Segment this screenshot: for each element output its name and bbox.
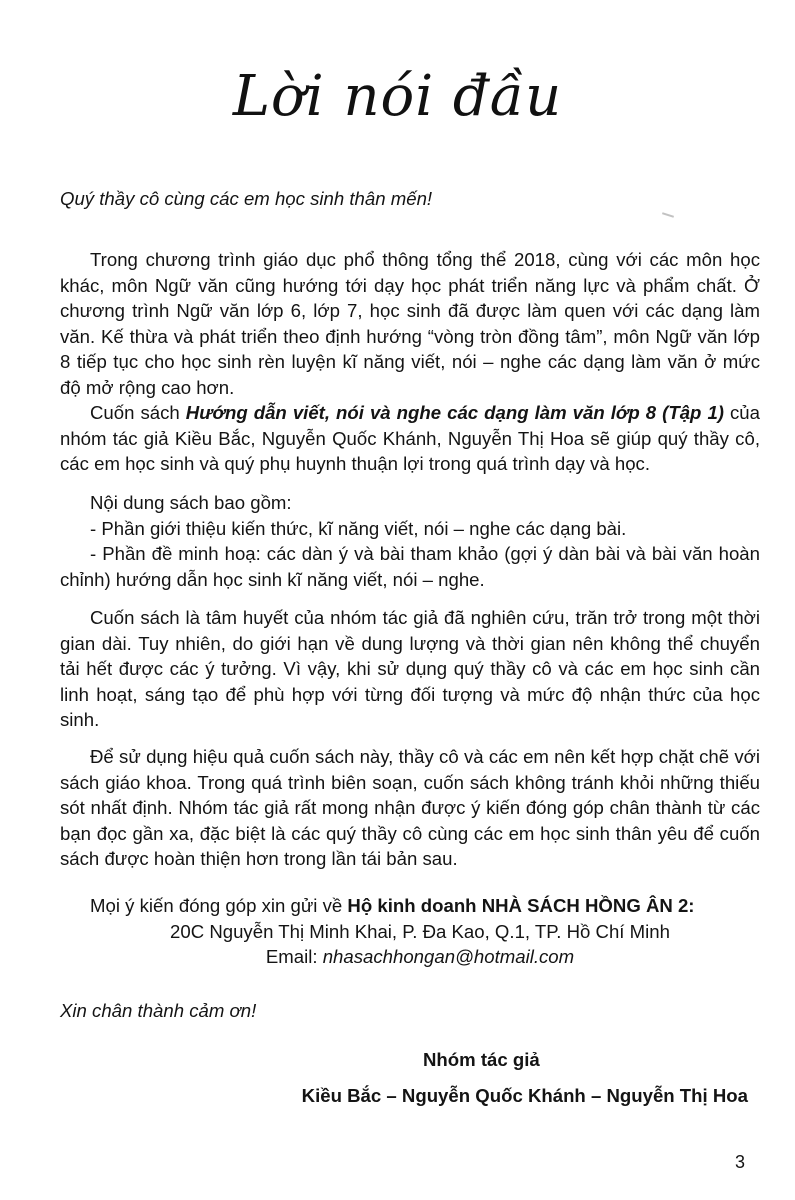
paragraph-book-suffix: của nhóm tác giả Kiều Bắc, Nguyễn Quốc Khánh, Nguyễn Thị Hoa sẽ giúp quý thầy cô, các em học sinh và quý phụ huynh thuận lợi trong quá trình dạy và học. xyxy=(60,402,760,475)
contents-item: - Phần đề minh hoạ: các dàn ý và bài tham khảo (gợi ý dàn bài và bài văn hoàn chỉnh) hướng dẫn học sinh kĩ năng viết, nói – nghe. xyxy=(60,543,760,590)
email-link[interactable]: nhasachhongan@hotmail.com xyxy=(322,946,575,968)
paragraph-effort: Cuốn sách là tâm huyết của nhóm tác giả đã nghiên cứu, trăn trở trong một thời gian dài. Tuy nhiên, do giới hạn về dung lượng và thời gian nên không thể chuyển tải hết được các ý tưởng. Vì vậy, khi sử dụng quý thầy cô và các em học sinh cần linh hoạt, sáng tạo để phù hợp với từng đối tượng và mức độ nhận thức của học sinh. xyxy=(60,607,760,731)
paragraph-usage: Để sử dụng hiệu quả cuốn sách này, thầy cô và các em nên kết hợp chặt chẽ với sách giáo khoa. Trong quá trình biên soạn, cuốn sách không tránh khỏi những thiếu sót nhất định. Nhóm tác giả rất mong nhận được ý kiến đóng góp chân thành từ các bạn đọc gần xa, đặc biệt là các quý thầy cô cùng các em học sinh thân yêu để cuốn sách được hoàn thiện hơn trong lần tái bản sau. xyxy=(60,746,760,870)
scan-artifact xyxy=(662,212,674,218)
contents-heading: Nội dung sách bao gồm: xyxy=(90,492,292,513)
scan-edge-fade xyxy=(0,0,26,1200)
contents-item: - Phần giới thiệu kiến thức, kĩ năng viết, nói – nghe các dạng bài. xyxy=(90,517,627,539)
email-label: Email: xyxy=(265,946,323,968)
contact-intro-line xyxy=(60,893,760,919)
paragraph-book-description xyxy=(60,400,760,477)
greeting: Quý thầy cô cùng các em học sinh thân mến! xyxy=(60,188,433,209)
signature-block xyxy=(283,1042,748,1114)
signature-title: Nhóm tác giả xyxy=(423,1049,540,1070)
closing-thanks: Xin chân thành cảm ơn! xyxy=(60,1000,257,1021)
contact-info xyxy=(60,893,760,970)
publisher-address: 20C Nguyễn Thị Minh Khai, P. Đa Kao, Q.1, TP. Hồ Chí Minh xyxy=(170,920,670,942)
page-number: 3 xyxy=(735,1152,746,1172)
publisher-name: Hộ kinh doanh NHÀ SÁCH HỒNG ÂN 2: xyxy=(347,895,695,916)
paragraph-book-prefix: Cuốn sách xyxy=(90,402,186,423)
email-line xyxy=(60,944,760,970)
page-title xyxy=(0,62,795,132)
contents-list xyxy=(60,490,760,592)
signature-authors: Kiều Bắc – Nguyễn Quốc Khánh – Nguyễn Thị Hoa xyxy=(301,1085,748,1106)
paragraph-intro: Trong chương trình giáo dục phổ thông tổng thể 2018, cùng với các môn học khác, môn Ngữ văn cũng hướng tới dạy học phát triển năng lực và phẩm chất. Ở chương trình Ngữ văn lớp 6, lớp 7, học sinh đã được làm quen với các dạng làm văn. Kế thừa và phát triển theo định hướng “vòng tròn đồng tâm”, môn Ngữ văn lớp 8 tiếp tục cho học sinh rèn luyện kĩ năng viết, nói – nghe các dạng làm văn ở mức độ mở rộng cao hơn. xyxy=(60,249,760,398)
page-title-text: Lời nói đầu xyxy=(232,64,563,129)
book-title: Hướng dẫn viết, nói và nghe các dạng làm văn lớp 8 (Tập 1) xyxy=(185,402,724,423)
contact-intro: Mọi ý kiến đóng góp xin gửi về xyxy=(90,895,348,916)
